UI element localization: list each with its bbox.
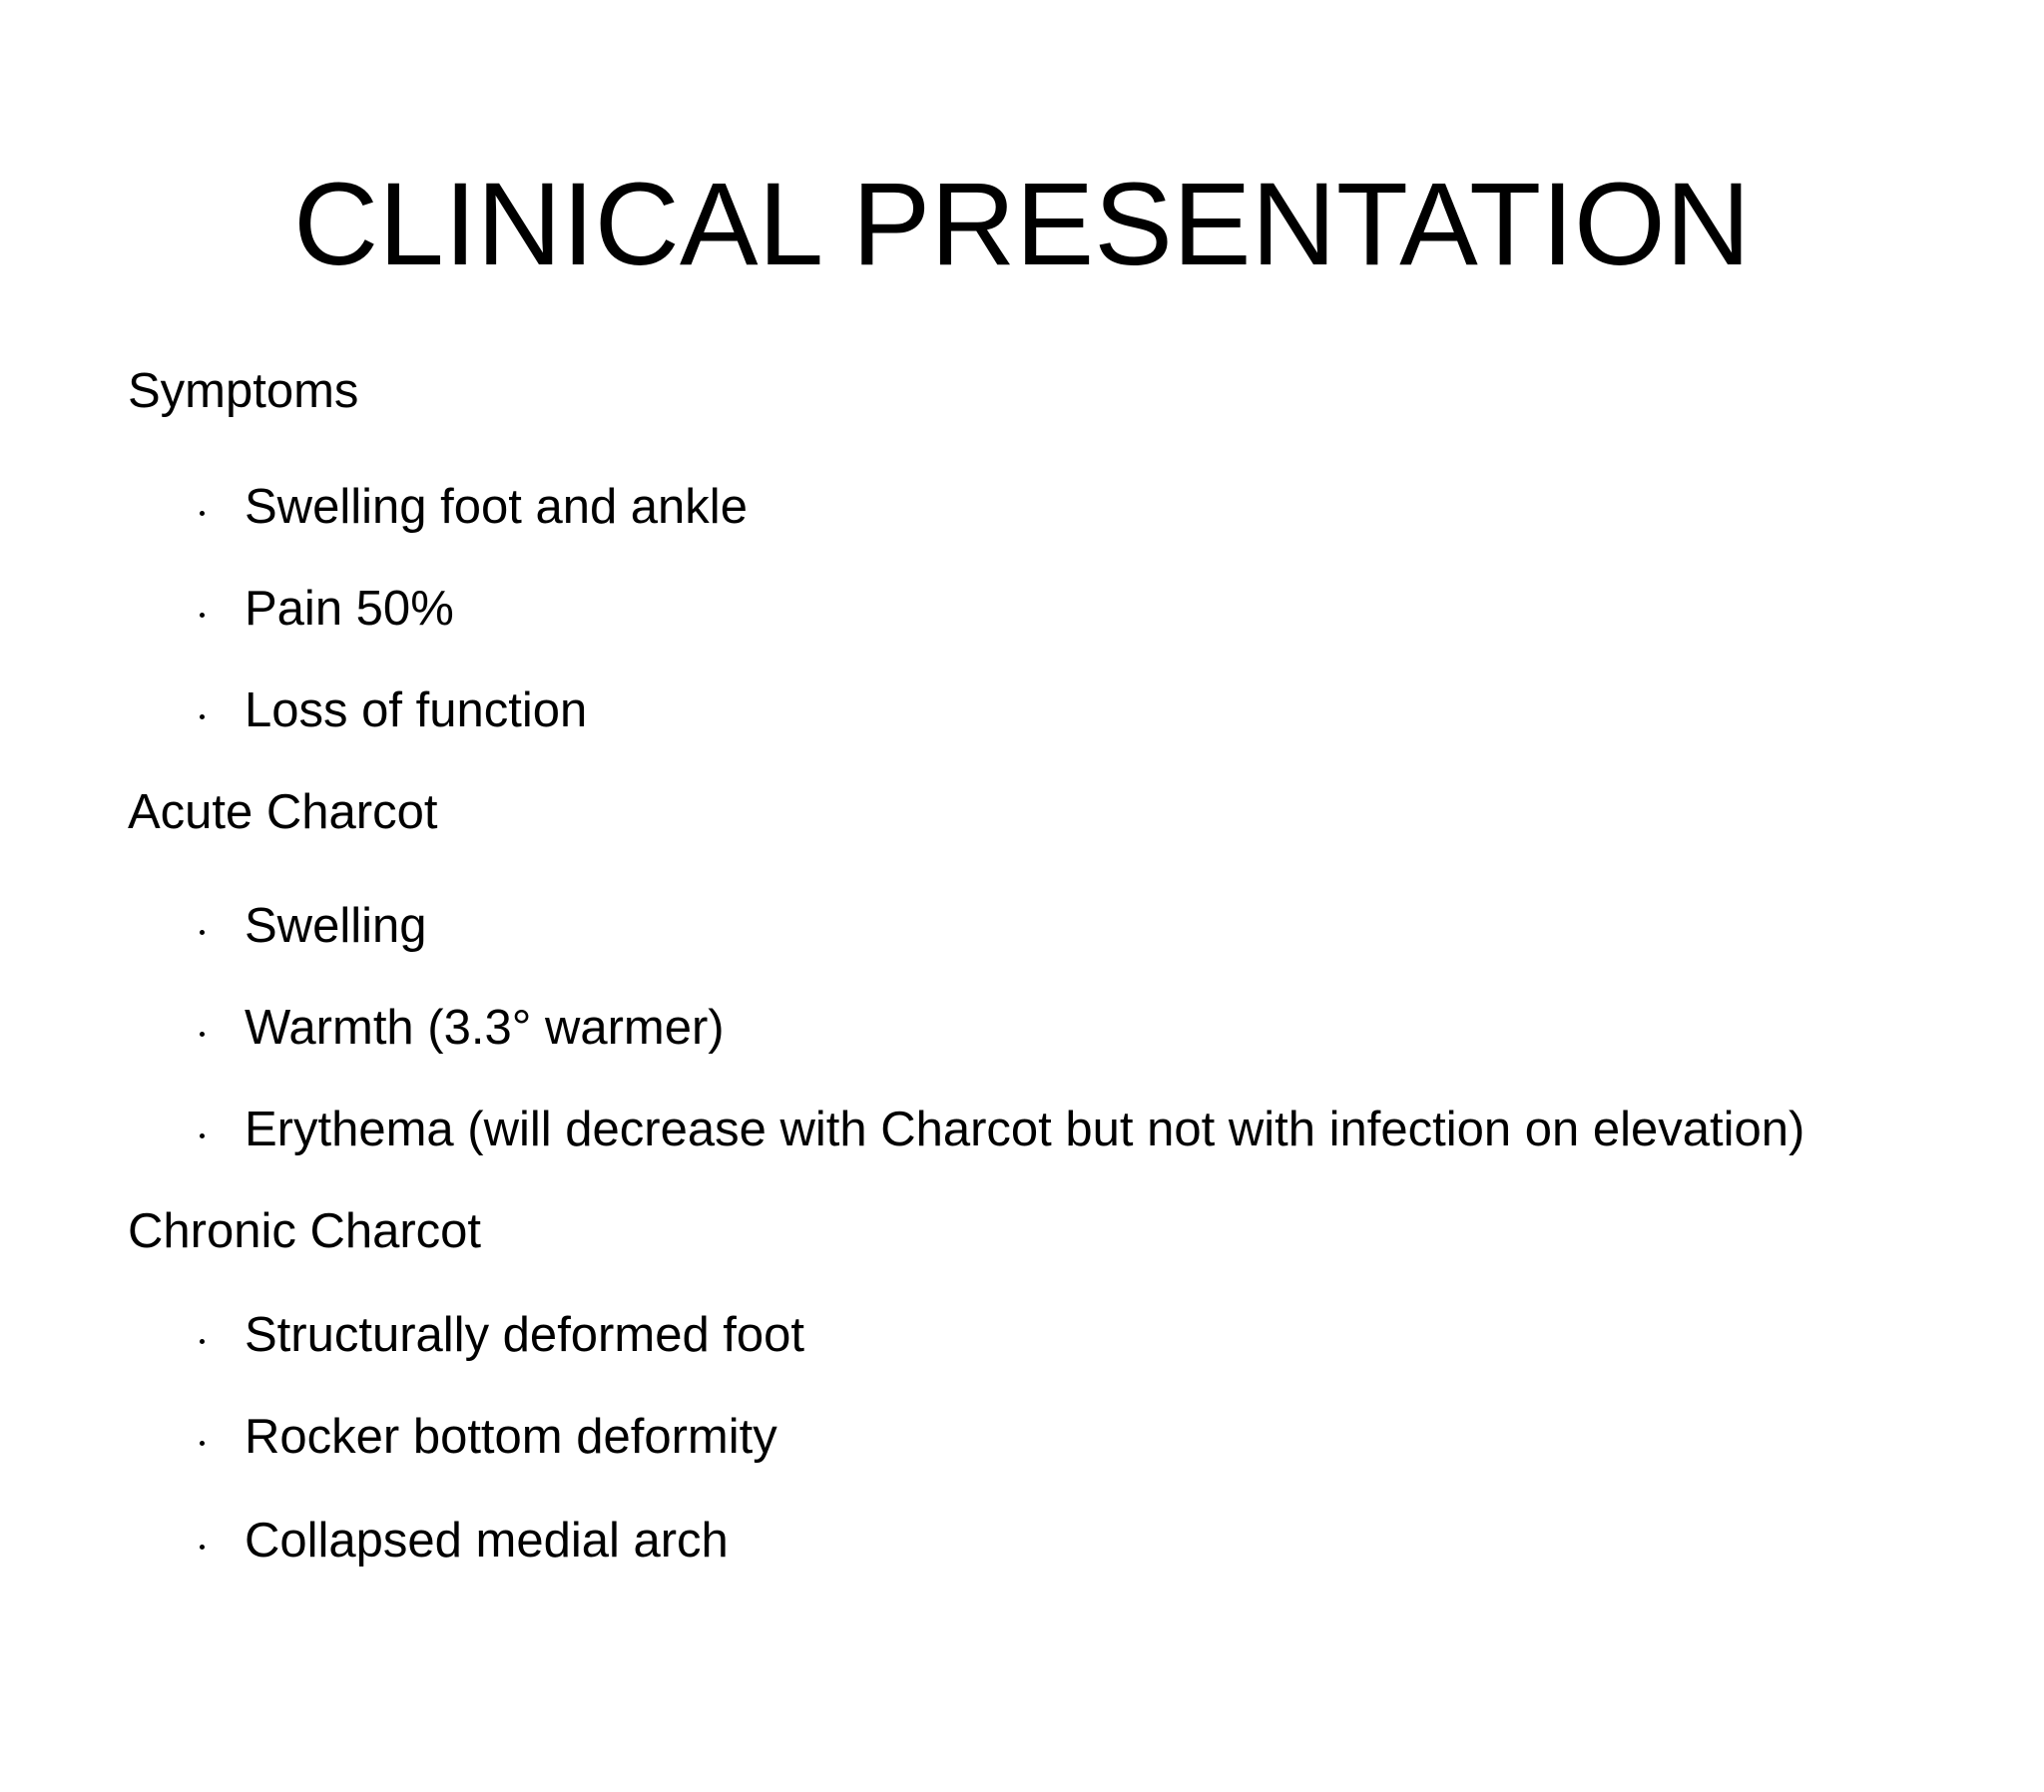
list-item-text: Collapsed medial arch bbox=[245, 1514, 729, 1568]
section-heading-symptoms: Symptoms bbox=[128, 364, 359, 418]
list-item-text: Pain 50% bbox=[245, 582, 454, 636]
bullet-icon bbox=[200, 1545, 205, 1550]
bullet-icon bbox=[200, 1032, 205, 1037]
list-item-text: Erythema (will decrease with Charcot but not with infection on elevation) bbox=[245, 1103, 1805, 1156]
list-item-text: Rocker bottom deformity bbox=[245, 1410, 777, 1464]
bullet-icon bbox=[200, 1339, 205, 1344]
list-item-text: Swelling bbox=[245, 899, 427, 953]
bullet-icon bbox=[200, 1133, 205, 1138]
bullet-icon bbox=[200, 714, 205, 719]
section-heading-acute-charcot: Acute Charcot bbox=[128, 785, 438, 839]
slide-title: CLINICAL PRESENTATION bbox=[293, 159, 1751, 290]
list-item-text: Swelling foot and ankle bbox=[245, 480, 748, 534]
list-item-text: Structurally deformed foot bbox=[245, 1308, 805, 1362]
bullet-icon bbox=[200, 511, 205, 516]
section-heading-chronic-charcot: Chronic Charcot bbox=[128, 1204, 482, 1258]
bullet-icon bbox=[200, 613, 205, 618]
bullet-icon bbox=[200, 930, 205, 935]
bullet-icon bbox=[200, 1441, 205, 1446]
list-item-text: Loss of function bbox=[245, 683, 588, 737]
list-item-text: Warmth (3.3° warmer) bbox=[245, 1001, 725, 1055]
